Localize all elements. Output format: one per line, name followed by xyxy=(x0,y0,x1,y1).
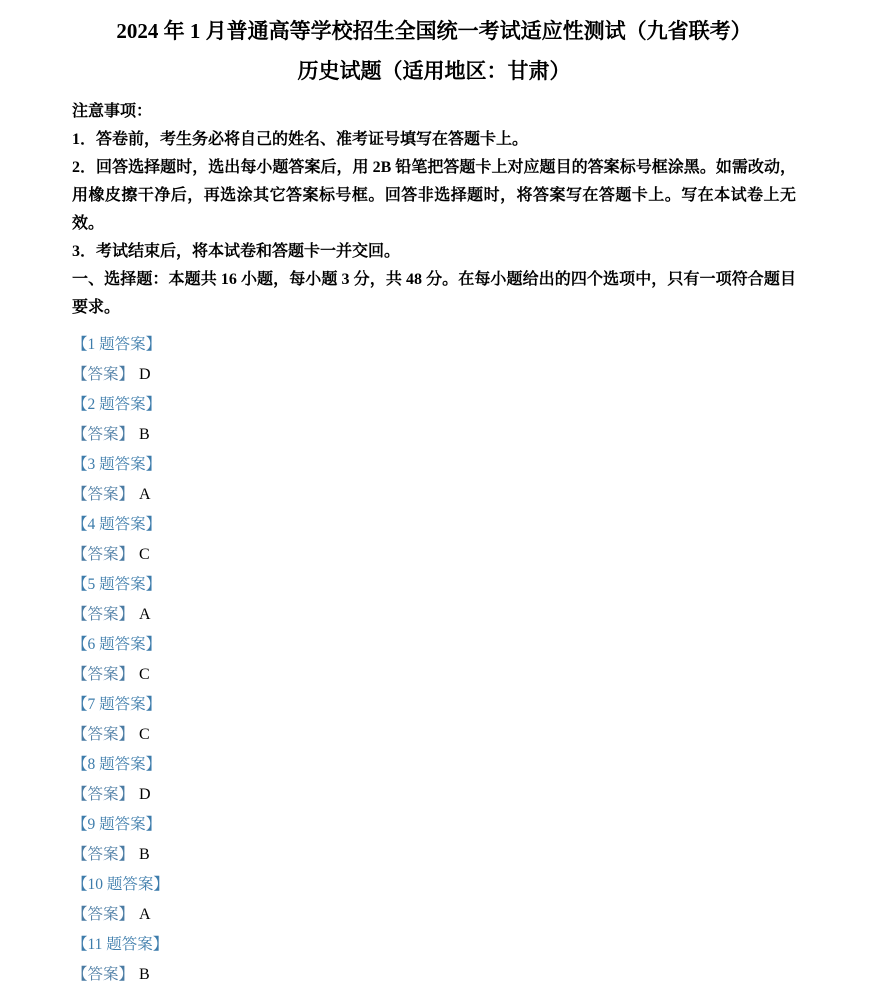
answer-row xyxy=(72,390,796,450)
answer-label-prefix: 【答案】 xyxy=(72,546,135,563)
answer-row xyxy=(72,870,796,930)
answer-row xyxy=(72,450,796,510)
answer-row xyxy=(72,690,796,750)
question-answer-heading xyxy=(72,630,796,660)
question-answer-heading xyxy=(72,690,796,720)
answer-line xyxy=(72,960,796,990)
answer-label-prefix: 【答案】 xyxy=(72,666,135,683)
question-answer-label: 【8 题答案】 xyxy=(72,756,162,773)
answer-list xyxy=(72,330,796,990)
notice-item-1: 1．答卷前，考生务必将自己的姓名、准考证号填写在答题卡上。 xyxy=(72,131,529,148)
question-answer-label: 【1 题答案】 xyxy=(72,336,162,353)
answer-line xyxy=(72,540,796,570)
answer-value: B xyxy=(139,966,150,983)
answer-value: A xyxy=(139,486,151,503)
answer-label-prefix: 【答案】 xyxy=(72,366,135,383)
answer-value: B xyxy=(139,426,150,443)
notice-item-3: 3．考试结束后，将本试卷和答题卡一并交回。 xyxy=(72,243,401,260)
answer-label-prefix: 【答案】 xyxy=(72,606,135,623)
question-answer-label: 【11 题答案】 xyxy=(72,936,169,953)
answer-label-prefix: 【答案】 xyxy=(72,786,135,803)
question-answer-heading xyxy=(72,330,796,360)
question-answer-label: 【3 题答案】 xyxy=(72,456,162,473)
answer-label-prefix: 【答案】 xyxy=(72,486,135,503)
answer-line xyxy=(72,780,796,810)
answer-row xyxy=(72,630,796,690)
answer-value: D xyxy=(139,786,151,803)
answer-row xyxy=(72,510,796,570)
question-answer-label: 【7 题答案】 xyxy=(72,696,162,713)
answer-row xyxy=(72,750,796,810)
notice-heading: 注意事项： xyxy=(72,103,153,120)
answer-value: B xyxy=(139,846,150,863)
question-answer-heading xyxy=(72,750,796,780)
answer-label-prefix: 【答案】 xyxy=(72,906,135,923)
question-answer-heading xyxy=(72,570,796,600)
answer-row xyxy=(72,570,796,630)
page-title-line1: 2024 年 1 月普通高等学校招生全国统一考试适应性测试（九省联考） xyxy=(116,19,752,43)
answer-line xyxy=(72,480,796,510)
question-answer-label: 【10 题答案】 xyxy=(72,876,169,893)
question-answer-heading xyxy=(72,870,796,900)
answer-value: A xyxy=(139,906,151,923)
answer-value: A xyxy=(139,606,151,623)
question-answer-label: 【2 题答案】 xyxy=(72,396,162,413)
answer-value: C xyxy=(139,726,150,743)
answer-label-prefix: 【答案】 xyxy=(72,846,135,863)
question-answer-heading xyxy=(72,510,796,540)
page-title-line2: 历史试题（适用地区：甘肃） xyxy=(297,59,571,83)
question-answer-heading xyxy=(72,390,796,420)
answer-line xyxy=(72,720,796,750)
question-answer-heading xyxy=(72,450,796,480)
answer-row xyxy=(72,930,796,990)
question-answer-label: 【9 题答案】 xyxy=(72,816,162,833)
answer-line xyxy=(72,660,796,690)
notice-item-2: 2．回答选择题时，选出每小题答案后，用 2B 铅笔把答题卡上对应题目的答案标号框涂黑。如需改动，用橡皮擦干净后，再选涂其它答案标号框。回答非选择题时，将答案写在答题卡上。写在本试卷上无效。 xyxy=(72,159,796,232)
answer-line xyxy=(72,600,796,630)
answer-line xyxy=(72,360,796,390)
answer-line xyxy=(72,840,796,870)
answer-row xyxy=(72,810,796,870)
question-answer-heading xyxy=(72,930,796,960)
answer-value: C xyxy=(139,546,150,563)
answer-label-prefix: 【答案】 xyxy=(72,426,135,443)
question-answer-heading xyxy=(72,810,796,840)
answer-line xyxy=(72,420,796,450)
question-answer-label: 【5 题答案】 xyxy=(72,576,162,593)
answer-line xyxy=(72,900,796,930)
section-intro: 一、选择题：本题共 16 小题，每小题 3 分，共 48 分。在每小题给出的四个选项中，只有一项符合题目要求。 xyxy=(72,271,796,316)
answer-value: C xyxy=(139,666,150,683)
answer-label-prefix: 【答案】 xyxy=(72,966,135,983)
answer-row xyxy=(72,330,796,390)
question-answer-label: 【6 题答案】 xyxy=(72,636,162,653)
answer-value: D xyxy=(139,366,151,383)
answer-label-prefix: 【答案】 xyxy=(72,726,135,743)
question-answer-label: 【4 题答案】 xyxy=(72,516,162,533)
